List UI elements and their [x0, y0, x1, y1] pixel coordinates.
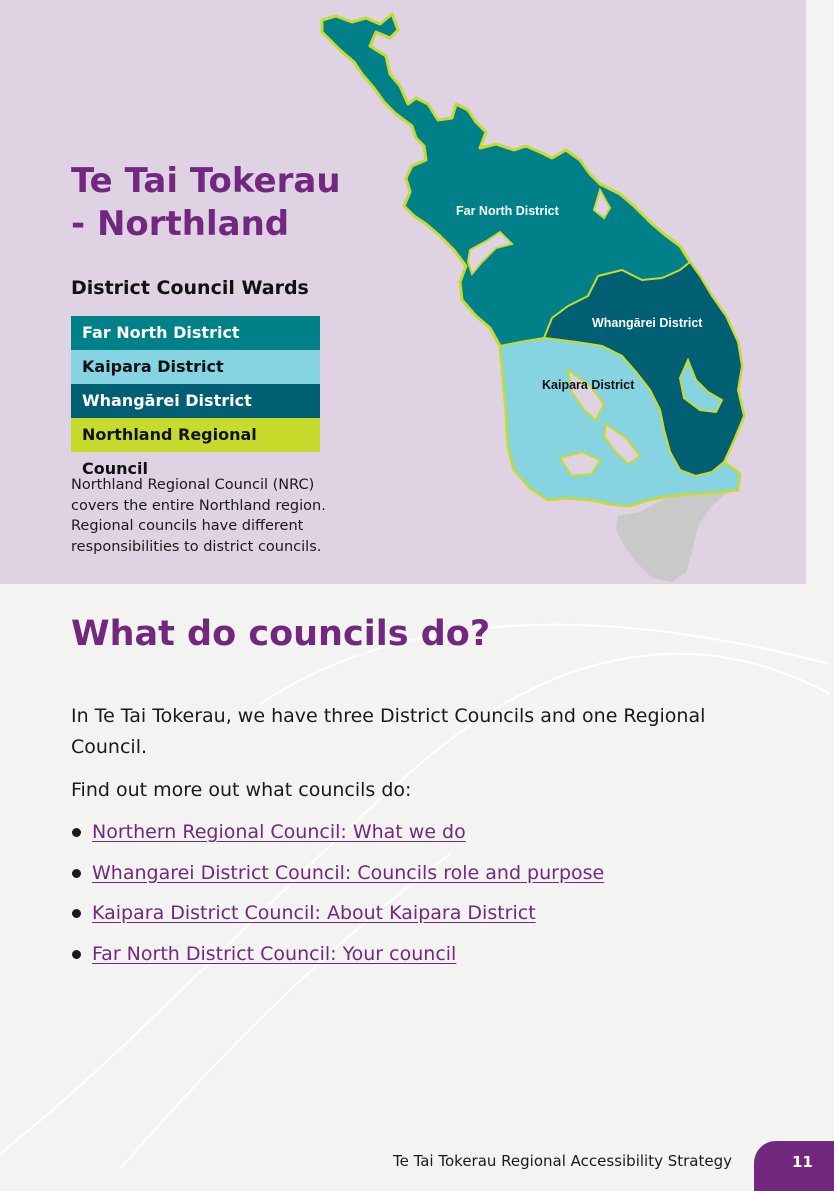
- legend-item-regional-council: Northland Regional Council: [71, 418, 320, 452]
- map-label-far-north: Far North District: [456, 204, 559, 218]
- content-section: [0, 584, 806, 1169]
- legend-item-whangarei: Whangārei District: [71, 384, 320, 418]
- link-kaipara-district-council[interactable]: Kaipara District Council: About Kaipara District: [92, 902, 536, 924]
- map-label-kaipara: Kaipara District: [542, 378, 635, 392]
- region-panel: [0, 0, 806, 584]
- page-title: Te Tai Tokerau - Northland: [71, 161, 341, 244]
- page-number: 11: [792, 1153, 813, 1171]
- link-northern-regional-council[interactable]: Northern Regional Council: What we do: [92, 821, 466, 843]
- page-number-tab: [754, 1141, 834, 1191]
- link-whangarei-district-council[interactable]: Whangarei District Council: Councils role and purpose: [92, 861, 605, 884]
- bullet-icon: [72, 828, 81, 837]
- legend-item-kaipara: Kaipara District: [71, 350, 320, 384]
- find-more-text: Find out more out what councils do:: [71, 779, 412, 801]
- northland-map: [0, 0, 806, 584]
- council-links-list: [71, 818, 604, 980]
- list-item: [71, 818, 604, 859]
- list-item: [71, 899, 604, 940]
- bullet-icon: [72, 869, 81, 878]
- intro-paragraph: In Te Tai Tokerau, we have three District Councils and one Regional Council.: [71, 705, 706, 758]
- section-title: What do councils do?: [71, 614, 491, 654]
- map-label-whangarei: Whangārei District: [592, 316, 703, 330]
- bullet-icon: [72, 950, 81, 959]
- bullet-icon: [72, 909, 81, 918]
- wards-heading: District Council Wards: [71, 277, 309, 299]
- legend-item-far-north: Far North District: [71, 316, 320, 350]
- nrc-note: Northland Regional Council (NRC) covers the entire Northland region. Regional councils have different responsibilities to district councils.: [71, 477, 326, 555]
- footer-document-title: Te Tai Tokerau Regional Accessibility Strategy: [392, 1152, 732, 1170]
- list-item: [71, 859, 604, 900]
- list-item: [71, 940, 604, 981]
- link-far-north-district-council[interactable]: Far North District Council: Your council: [92, 942, 457, 965]
